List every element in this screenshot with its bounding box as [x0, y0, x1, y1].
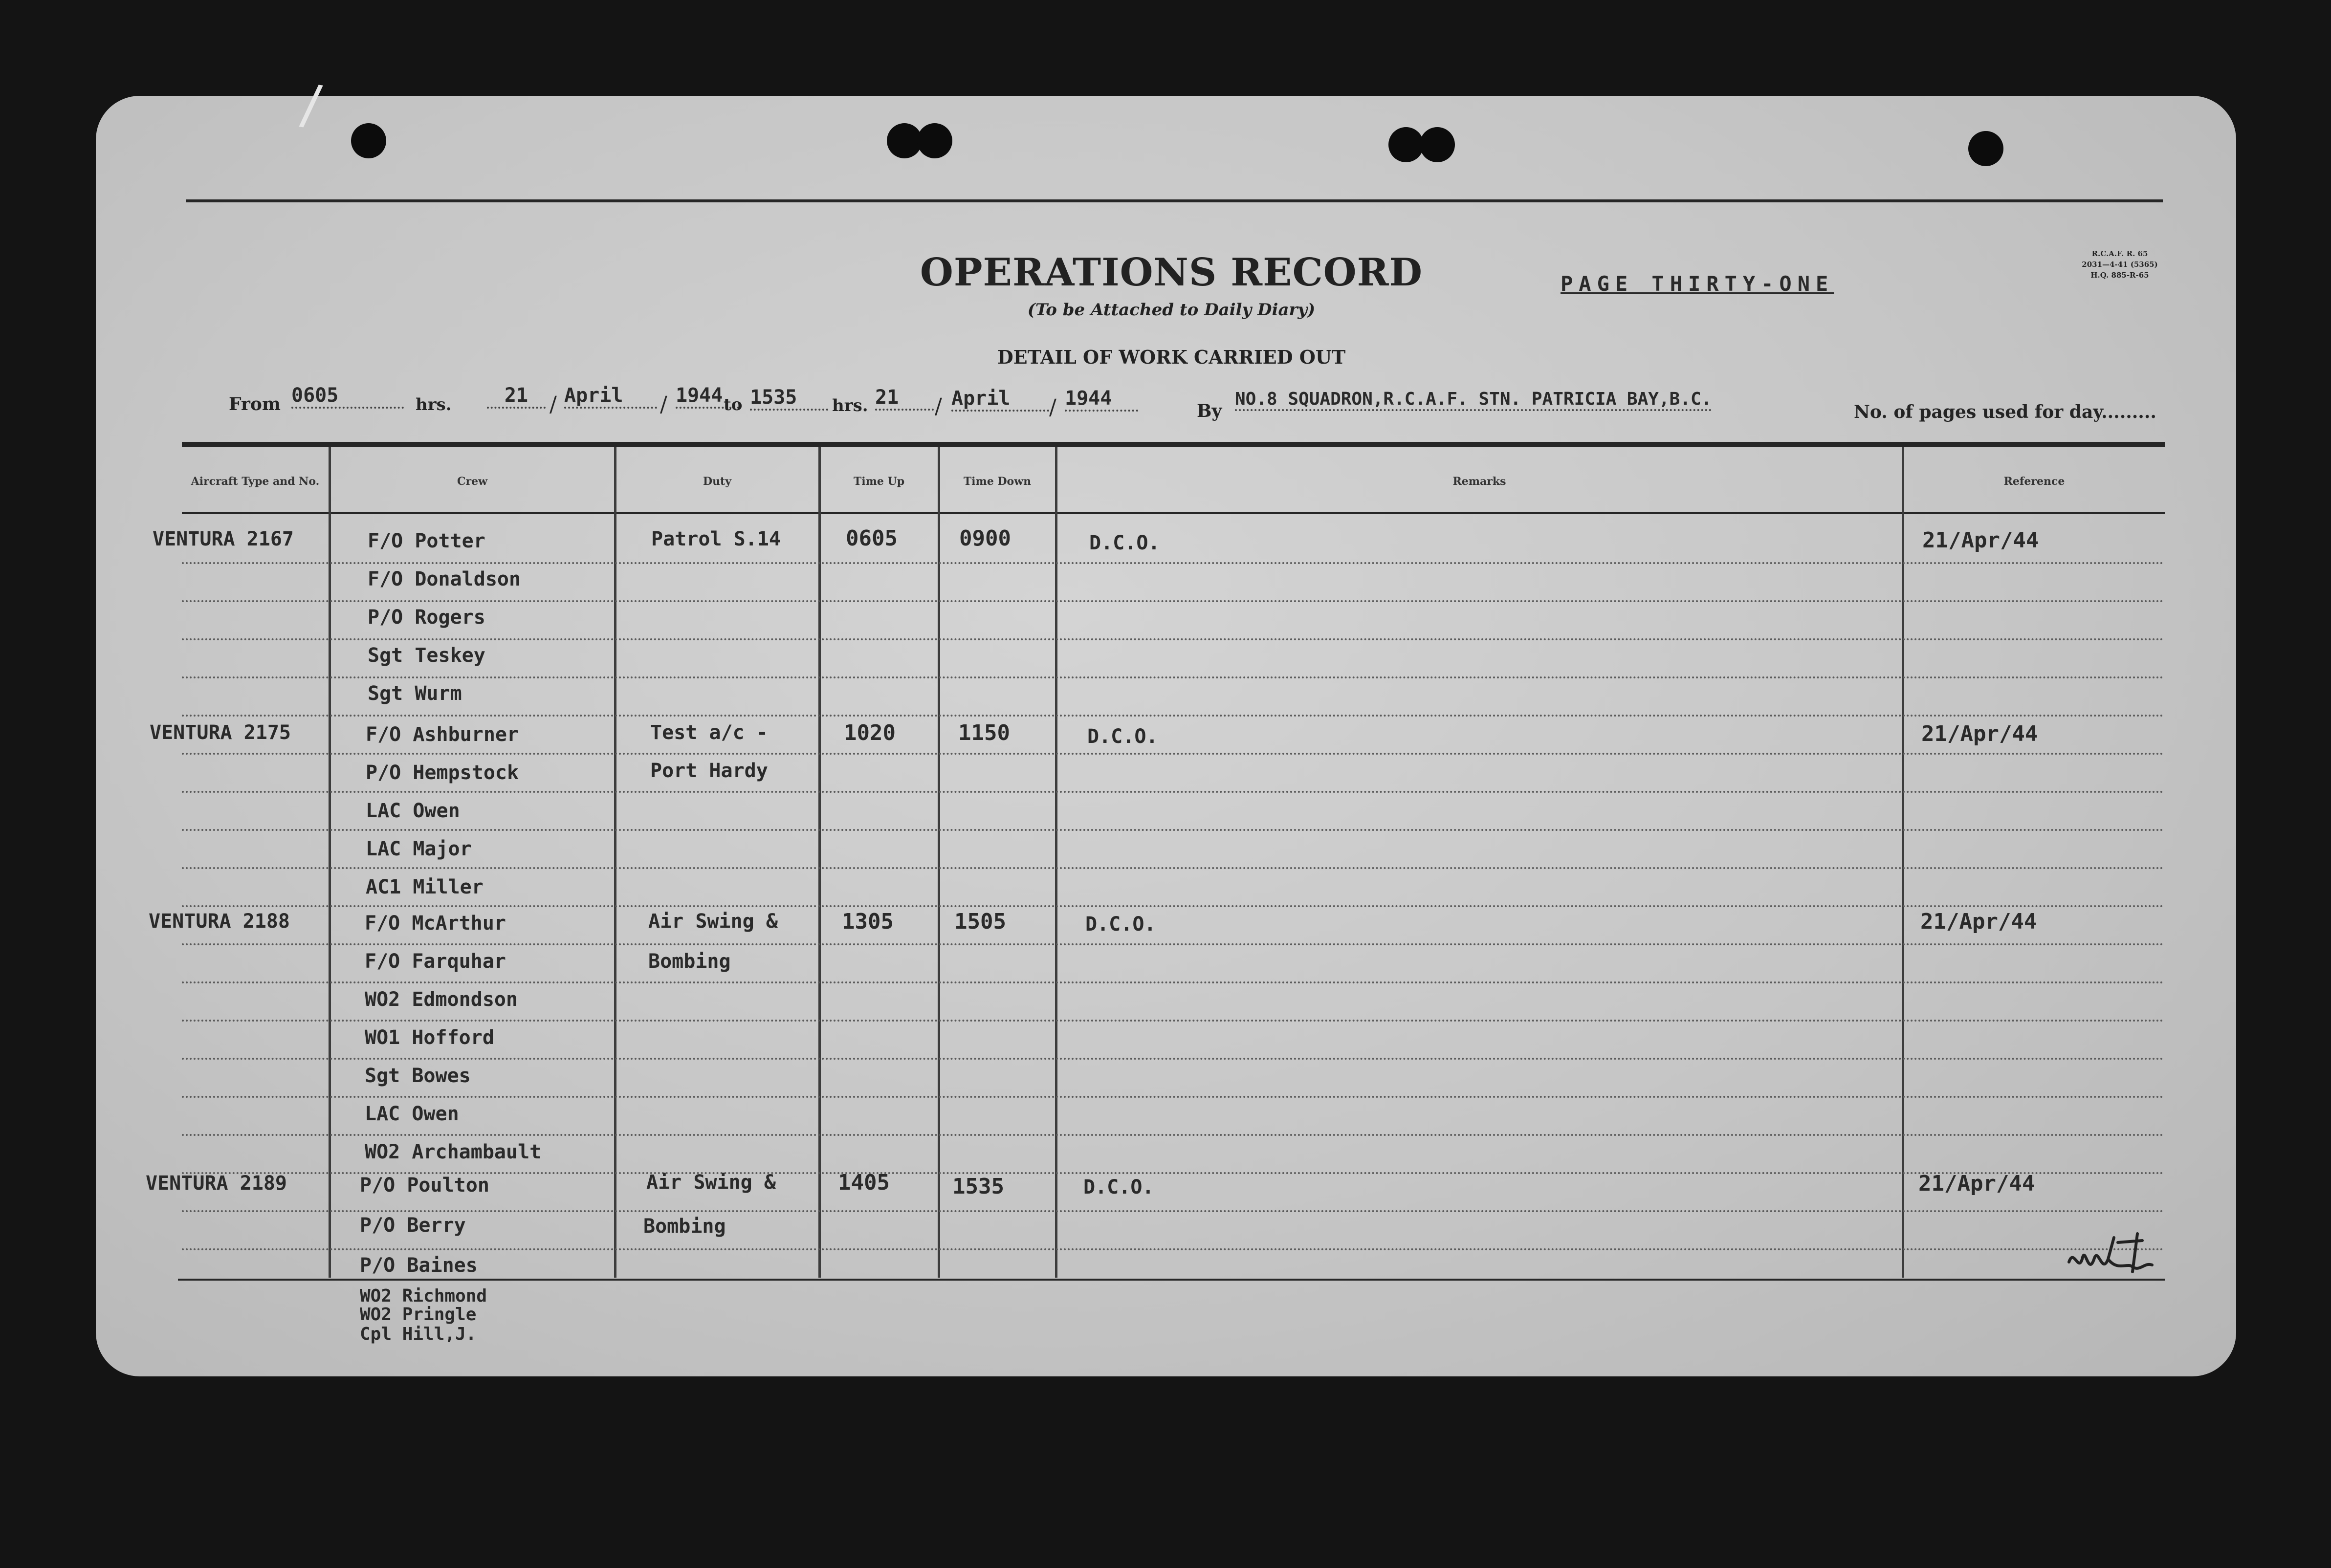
to-day: 21 [875, 386, 934, 411]
hrs-label: hrs. [832, 396, 868, 415]
remarks-cell: D.C.O. [1085, 913, 1156, 936]
crew-member: WO2 Archambault [365, 1141, 542, 1163]
time-up-cell: 1305 [842, 909, 894, 934]
form-code-line: H.Q. 885-R-65 [2090, 271, 2149, 280]
time-down-cell: 1150 [958, 720, 1010, 745]
column-header-crew: Crew [457, 475, 488, 488]
time-up-cell: 1020 [844, 720, 896, 745]
ruled-line [182, 905, 2165, 907]
column-header-remarks: Remarks [1452, 475, 1506, 488]
date-separator: / [935, 394, 942, 419]
duty-cell: Patrol S.14 [651, 528, 781, 550]
overflow-crew-member: Cpl Hill,J. [360, 1324, 477, 1344]
from-year: 1944 [676, 384, 739, 409]
time-up-cell: 0605 [846, 526, 898, 551]
crew-member: LAC Owen [366, 800, 460, 822]
crew-member: P/O Rogers [368, 606, 485, 629]
squadron-name: NO.8 SQUADRON,R.C.A.F. STN. PATRICIA BAY,B.C. [1235, 389, 1712, 411]
to-label: to [724, 395, 743, 414]
from-day: 21 [487, 384, 546, 409]
aircraft-cell: VENTURA 2175 [150, 721, 291, 744]
duty-cell: Port Hardy [650, 760, 768, 782]
column-divider [329, 447, 331, 1278]
ruled-line [182, 1210, 2165, 1212]
date-separator: / [660, 392, 667, 417]
column-header-duty: Duty [703, 475, 732, 488]
duty-cell: Air Swing & [648, 910, 778, 933]
aircraft-cell: VENTURA 2188 [149, 910, 290, 933]
time-down-cell: 1505 [954, 909, 1006, 934]
ruled-line [182, 600, 2165, 602]
aircraft-cell: VENTURA 2189 [146, 1172, 287, 1195]
remarks-cell: D.C.O. [1087, 725, 1158, 748]
pages-used-label: No. of pages used for day......... [1854, 402, 2156, 422]
ruled-line [182, 562, 2165, 564]
header-bottom-rule [182, 512, 2165, 514]
to-year: 1944 [1065, 387, 1138, 412]
crew-member: Sgt Bowes [365, 1065, 471, 1087]
ruled-line [182, 829, 2165, 831]
punch-hole [1420, 127, 1455, 162]
column-divider [938, 447, 940, 1278]
punch-hole [1388, 127, 1424, 162]
form-code [2056, 248, 2183, 281]
crew-member: LAC Owen [365, 1103, 459, 1125]
column-divider [1055, 447, 1057, 1278]
from-month: April [564, 384, 657, 409]
signature-initials [2059, 1228, 2157, 1291]
crew-member: LAC Major [366, 838, 472, 860]
reference-cell: 21/Apr/44 [1918, 1171, 2035, 1196]
duty-cell: Bombing [648, 950, 731, 973]
ruled-line [182, 1134, 2165, 1136]
ruled-line [182, 867, 2165, 869]
page-number-label: PAGE THIRTY-ONE [1561, 272, 1834, 296]
ruled-line [182, 676, 2165, 678]
top-rule [186, 199, 2163, 202]
form-code-line: 2031—4-41 (5365) [2082, 260, 2158, 269]
crew-member: F/O Farquhar [365, 950, 506, 973]
ruled-line [182, 1096, 2165, 1098]
page-title: OPERATIONS RECORD [920, 250, 1423, 295]
date-separator: / [550, 392, 557, 417]
crew-member: Sgt Teskey [368, 644, 485, 667]
punch-hole [1968, 131, 2003, 166]
section-heading: DETAIL OF WORK CARRIED OUT [997, 346, 1346, 368]
aircraft-cell: VENTURA 2167 [153, 528, 294, 550]
crew-member: WO2 Edmondson [365, 988, 518, 1011]
ruled-line [182, 1020, 2165, 1022]
duty-cell: Air Swing & [646, 1171, 776, 1194]
column-header-reference: Reference [2003, 475, 2065, 488]
crew-member: P/O Poulton [360, 1174, 489, 1197]
ruled-line [182, 753, 2165, 755]
column-header-time-up: Time Up [853, 475, 905, 488]
ruled-line [182, 638, 2165, 640]
margin-mark: / [298, 72, 325, 137]
crew-member: P/O Hempstock [366, 762, 519, 784]
punch-hole [917, 123, 952, 158]
ruled-line [182, 791, 2165, 793]
duty-cell: Test a/c - [650, 721, 768, 744]
ruled-line [182, 943, 2165, 945]
crew-member: P/O Berry [360, 1214, 466, 1237]
crew-member: F/O Donaldson [368, 568, 521, 590]
duty-cell: Bombing [643, 1215, 726, 1238]
form-code-line: R.C.A.F. R. 65 [2091, 249, 2148, 258]
column-header-time-down: Time Down [963, 475, 1032, 488]
hrs-label: hrs. [416, 395, 452, 414]
to-time: 1535 [750, 386, 828, 411]
remarks-cell: D.C.O. [1089, 532, 1160, 554]
time-down-cell: 1535 [952, 1174, 1004, 1199]
crew-member: Sgt Wurm [368, 682, 462, 705]
reference-cell: 21/Apr/44 [1921, 721, 2038, 746]
column-header-aircraft: Aircraft Type and No. [191, 475, 320, 488]
record-card [96, 96, 2236, 1376]
crew-member: F/O McArthur [365, 912, 506, 935]
ruled-line [182, 981, 2165, 983]
by-label: By [1197, 401, 1222, 421]
to-month: April [951, 387, 1049, 412]
time-up-cell: 1405 [838, 1170, 890, 1195]
ruled-line [182, 1248, 2165, 1250]
crew-member: F/O Potter [368, 530, 485, 552]
crew-member: AC1 Miller [366, 876, 484, 898]
page-subtitle: (To be Attached to Daily Diary) [1027, 300, 1316, 320]
crew-member: F/O Ashburner [366, 723, 519, 746]
reference-cell: 21/Apr/44 [1922, 528, 2039, 553]
date-separator: / [1049, 395, 1056, 420]
from-label: From [229, 394, 281, 414]
table-bottom-rule [178, 1279, 2165, 1281]
column-divider [614, 447, 616, 1278]
table-top-rule [182, 442, 2165, 447]
column-divider [818, 447, 821, 1278]
column-divider [1902, 447, 1904, 1278]
overflow-crew-member: WO2 Pringle [360, 1305, 477, 1325]
punch-hole [351, 123, 386, 158]
reference-cell: 21/Apr/44 [1920, 909, 2037, 934]
crew-member: WO1 Hofford [365, 1026, 494, 1049]
from-time: 0605 [291, 384, 404, 409]
overflow-crew-member: WO2 Richmond [360, 1286, 487, 1306]
remarks-cell: D.C.O. [1083, 1176, 1154, 1198]
ruled-line [182, 715, 2165, 717]
ruled-line [182, 1058, 2165, 1060]
crew-member: P/O Baines [360, 1254, 478, 1277]
time-down-cell: 0900 [959, 526, 1011, 551]
